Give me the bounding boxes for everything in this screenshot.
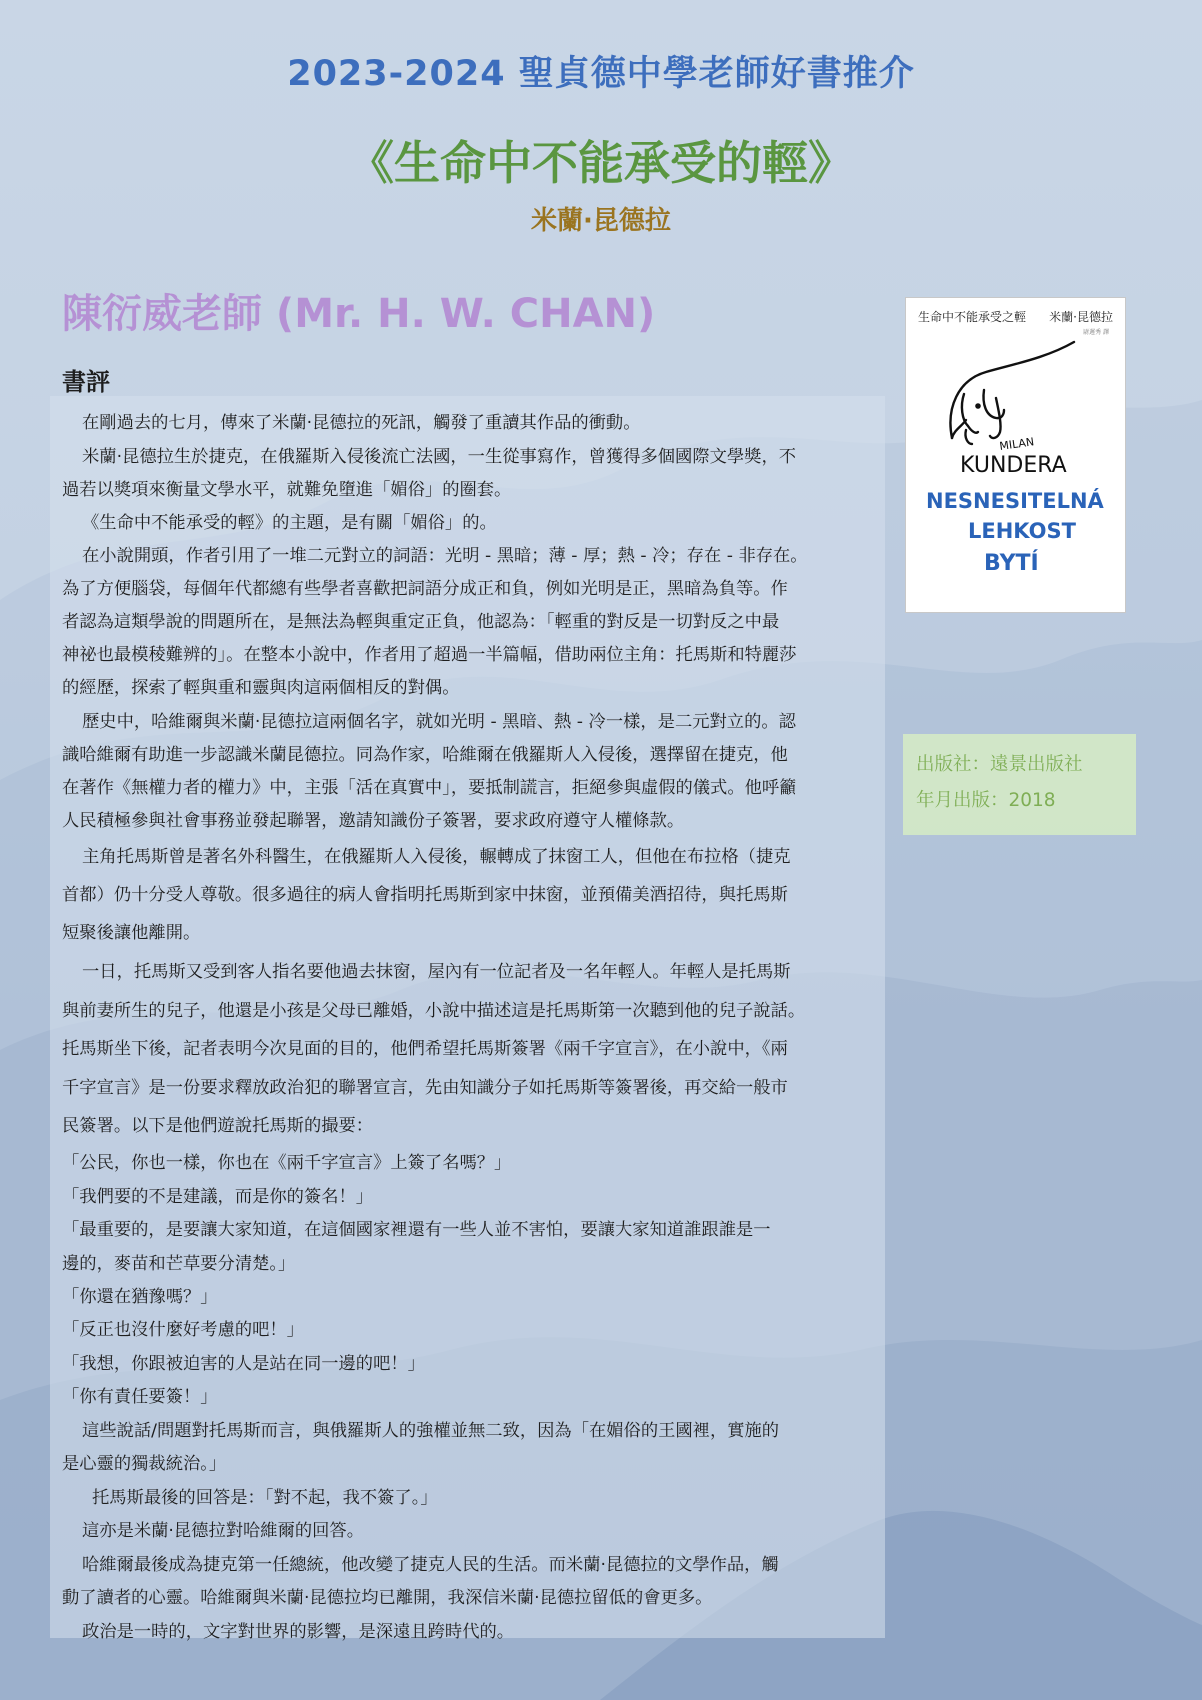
review-heading: 書評: [62, 368, 110, 396]
review-line: 首都）仍十分受人尊敬。很多過往的病人會指明托馬斯到家中抹窗，並預備美酒招待，與托馬斯: [62, 885, 788, 905]
publication-info-box: [903, 734, 1136, 835]
cover-title-cn: 生命中不能承受之輕: [918, 310, 1027, 324]
review-line: 《生命中不能承受的輕》的主題，是有關「媚俗」的。: [82, 513, 497, 533]
review-line: 「反正也沒什麼好考慮的吧！」: [62, 1320, 304, 1340]
review-line: 過若以獎項來衡量文學水平，就難免墮進「媚俗」的圈套。: [62, 480, 512, 500]
review-line: 這亦是米蘭·昆德拉對哈維爾的回答。: [82, 1521, 364, 1541]
review-line: 邊的，麥苗和芒草要分清楚。」: [62, 1254, 296, 1274]
review-line: 者認為這類學說的問題所在，是無法為輕與重定正負，他認為：「輕重的對反是一切對反之中最: [62, 612, 780, 632]
cover-author-last: KUNDERA: [960, 453, 1067, 478]
cover-author-first: MILAN: [998, 435, 1035, 453]
book-title: 《生命中不能承受的輕》: [348, 136, 854, 190]
review-line: 米蘭·昆德拉生於捷克，在俄羅斯入侵後流亡法國，一生從事寫作，曾獲得多個國際文學獎，不: [82, 447, 797, 467]
review-line: 人民積極參與社會事務並發起聯署，邀請知識份子簽署，要求政府遵守人權條款。: [62, 811, 685, 831]
review-line: 的經歷，探索了輕與重和靈與肉這兩個相反的對偶。: [62, 678, 460, 698]
review-line: 是心靈的獨裁統治。」: [62, 1454, 227, 1474]
review-line: 托馬斯最後的回答是：「對不起，我不簽了。」: [92, 1488, 438, 1508]
cover-translator: 尉遲秀 譯: [1083, 329, 1109, 336]
book-cover-image: [905, 297, 1126, 613]
review-line: 短聚後讓他離開。: [62, 923, 201, 943]
cover-title-line1: NESNESITELNÁ: [926, 489, 1104, 513]
review-line: 這些說話/問題對托馬斯而言，與俄羅斯人的強權並無二致，因為「在媚俗的王國裡，實施的: [82, 1421, 780, 1441]
review-line: 動了讀者的心靈。哈維爾與米蘭·昆德拉均已離開，我深信米蘭·昆德拉留低的會更多。: [62, 1588, 713, 1608]
publisher-text: 出版社：遠景出版社: [916, 754, 1083, 775]
cover-author-cn: 米蘭·昆德拉: [1049, 310, 1113, 324]
publication-year-text: 年月出版：2018: [916, 790, 1056, 811]
review-line: 與前妻所生的兒子，他還是小孩是父母已離婚，小說中描述這是托馬斯第一次聽到他的兒子說話。: [62, 1001, 806, 1021]
cover-art: [906, 298, 1125, 612]
review-line: 「公民，你也一樣，你也在《兩千字宣言》上簽了名嗎？」: [62, 1153, 512, 1173]
review-line: 「你有責任要簽！」: [62, 1387, 218, 1407]
book-author: 米蘭·昆德拉: [531, 206, 671, 236]
review-line: 在小說開頭，作者引用了一堆二元對立的詞語：光明 - 黑暗；薄 - 厚；熱 - 冷；存在 - 非存在。: [82, 546, 808, 566]
review-line: 在剛過去的七月，傳來了米蘭·昆德拉的死訊，觸發了重讀其作品的衝動。: [82, 413, 641, 433]
review-line: 「我想，你跟被迫害的人是站在同一邊的吧！」: [62, 1354, 425, 1374]
review-line: 為了方便腦袋，每個年代都總有些學者喜歡把詞語分成正和負，例如光明是正，黑暗為負等。作: [62, 579, 788, 599]
review-line: 主角托馬斯曾是著名外科醫生，在俄羅斯人入侵後，輾轉成了抹窗工人，但他在布拉格（捷克: [82, 847, 791, 867]
cover-title-line2: LEHKOST: [968, 519, 1076, 543]
review-line: 一日，托馬斯又受到客人指名要他過去抹窗，屋內有一位記者及一名年輕人。年輕人是托馬斯: [82, 962, 791, 982]
review-line: 托馬斯坐下後，記者表明今次見面的目的，他們希望托馬斯簽署《兩千字宣言》，在小說中，《兩: [62, 1039, 788, 1059]
review-line: 「最重要的，是要讓大家知道，在這個國家裡還有一些人並不害怕，要讓大家知道誰跟誰是一: [62, 1220, 771, 1240]
review-line: 歷史中，哈維爾與米蘭·昆德拉這兩個名字，就如光明 - 黑暗、熱 - 冷一樣，是二元對立的。認: [82, 712, 796, 732]
review-line: 千字宣言》是一份要求釋放政治犯的聯署宣言，先由知識分子如托馬斯等簽署後，再交給一般市: [62, 1078, 788, 1098]
review-line: 識哈維爾有助進一步認識米蘭昆德拉。同為作家，哈維爾在俄羅斯人入侵後，選擇留在捷克，他: [62, 745, 788, 765]
page-header-year-title: 2023-2024 聖貞德中學老師好書推介: [287, 54, 915, 94]
review-line: 在著作《無權力者的權力》中，主張「活在真實中」，要抵制謊言，拒絕參與虛假的儀式。他呼籲: [62, 778, 797, 798]
review-line: 民簽署。以下是他們遊說托馬斯的撮要：: [62, 1116, 374, 1136]
review-line: 「我們要的不是建議，而是你的簽名！」: [62, 1187, 374, 1207]
cover-title-line3: BYTÍ: [984, 551, 1039, 576]
teacher-name: 陳衍威老師 (Mr. H. W. CHAN): [62, 291, 656, 337]
review-line: 「你還在猶豫嗎？」: [62, 1287, 218, 1307]
dog-sketch-icon: [950, 342, 1074, 444]
review-line: 政治是一時的，文字對世界的影響，是深遠且跨時代的。: [82, 1622, 515, 1642]
review-line: 神祕也最模稜難辨的」。在整本小說中，作者用了超過一半篇幅，借助兩位主角：托馬斯和特麗莎: [62, 645, 797, 665]
review-line: 哈維爾最後成為捷克第一任總統，他改變了捷克人民的生活。而米蘭·昆德拉的文學作品，觸: [82, 1555, 779, 1575]
